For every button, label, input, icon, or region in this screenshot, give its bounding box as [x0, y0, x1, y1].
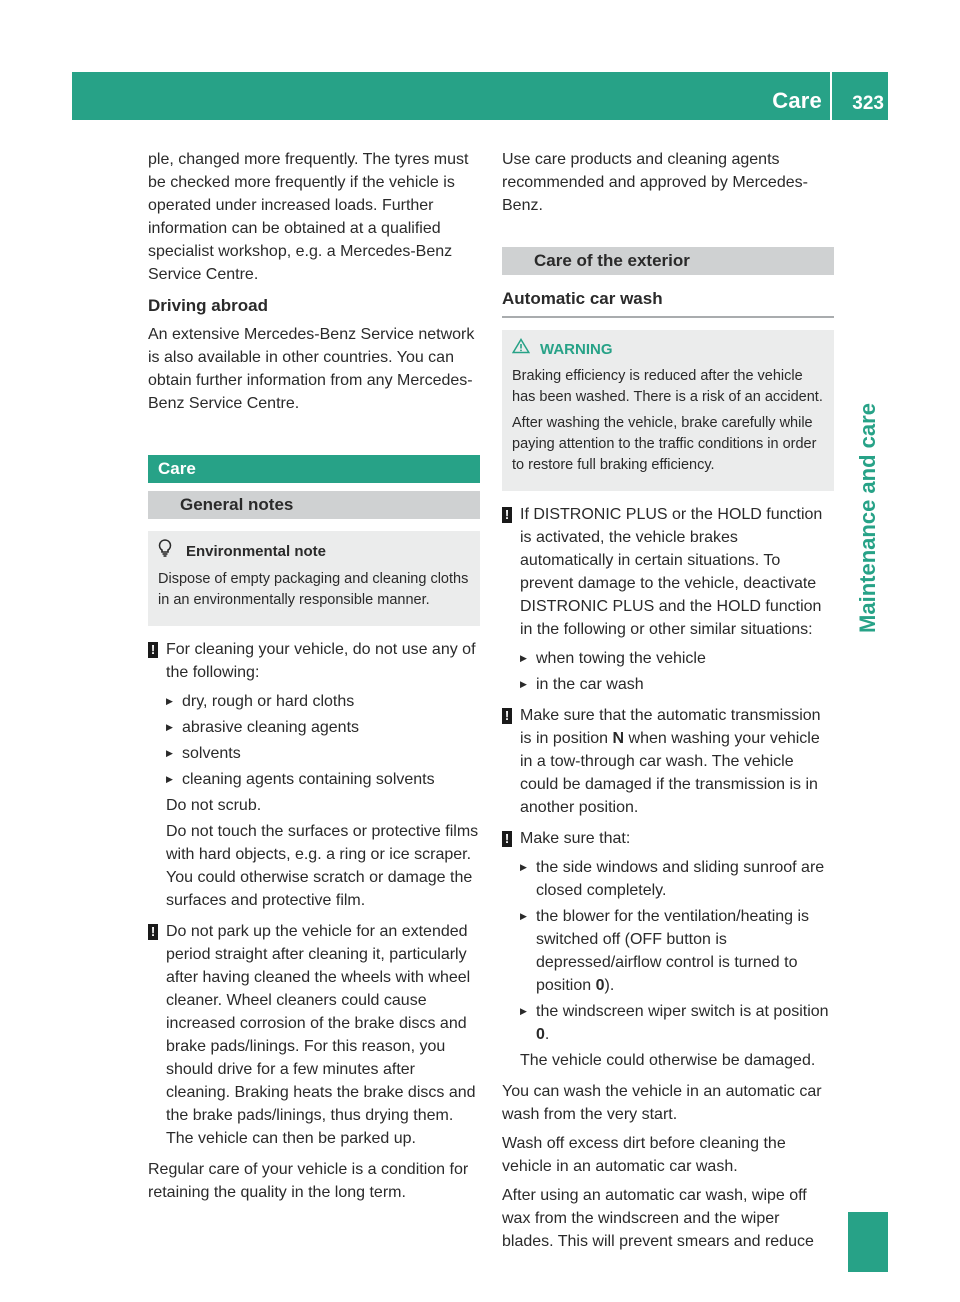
caution-transmission-text-end: when washing your vehicle in a tow-through car wash. The vehicle could be damaged if the transmission is in another position.: [520, 730, 820, 816]
list-item: ▶ the side windows and sliding sunroof are closed completely.: [502, 856, 834, 902]
page-header: [72, 72, 888, 120]
right-intro: Use care products and cleaning agents recommended and approved by Mercedes-Benz.: [502, 151, 808, 214]
caution-distronic-text: If DISTRONIC PLUS or the HOLD function is activated, the vehicle brakes automatically in certain situations. To prevent damage to the vehicle, deactivate DISTRONIC PLUS and the HOLD function in the following or other similar situations:: [520, 506, 823, 638]
right-column: [502, 148, 834, 1259]
caution-icon: !: [148, 642, 158, 658]
list-item: ▶ abrasive cleaning agents: [148, 716, 480, 739]
car-wash-paragraph-3: After using an automatic car wash, wipe off wax from the windscreen and the wiper blades. This will prevent smears and reduce: [502, 1187, 814, 1250]
list-item: ▶ cleaning agents containing solvents: [148, 768, 480, 791]
warning-box: [502, 330, 834, 491]
caution-make-sure: [502, 827, 834, 850]
general-notes-band: General notes: [148, 491, 480, 519]
caution-icon: !: [502, 507, 512, 523]
list-item: ▶ when towing the vehicle: [502, 647, 834, 670]
section-title: Care: [772, 88, 822, 113]
list-item: ▶ the windscreen wiper switch is at position 0.: [502, 1000, 834, 1046]
list-item: ▶ solvents: [148, 742, 480, 765]
caution-transmission: [502, 704, 834, 819]
exterior-care-band: Care of the exterior: [502, 247, 834, 275]
gear-position: N: [612, 730, 625, 747]
environmental-note-title: Environmental note: [186, 542, 327, 560]
intro-paragraph: ple, changed more frequently. The tyres must be checked more frequently if the vehicle is operated under increased loads. Further information can be obtained at a qualified specialist workshop, e.g. a Mercedes-Benz Service Centre.: [148, 151, 469, 283]
caution-distronic: [502, 503, 834, 641]
closing-paragraph: Regular care of your vehicle is a condition for retaining the quality in the long term.: [148, 1161, 469, 1201]
caution-icon: !: [502, 708, 512, 724]
chapter-tab-label: Maintenance and care: [855, 403, 880, 633]
do-not-touch: Do not touch the surfaces or protective films with hard objects, e.g. a ring or ice scraper. You could otherwise scratch or damage the surfaces and protective film.: [166, 823, 479, 909]
driving-abroad-text: An extensive Mercedes-Benz Service network is also available in other countries. You can obtain further information from any Mercedes-Benz Service Centre.: [148, 326, 475, 412]
caution-icon: !: [502, 831, 512, 847]
do-not-scrub: Do not scrub.: [166, 797, 262, 814]
caution-cleaning: [148, 638, 480, 684]
list-item: ▶ the blower for the ventilation/heating is switched off (OFF button is depressed/airflow control is turned to position 0).: [502, 905, 834, 997]
chapter-marker: [848, 1212, 888, 1272]
list-item: ▶ in the car wash: [502, 673, 834, 696]
header-divider: [830, 72, 832, 120]
caution-transmission-text: Make sure that the automatic transmission is in position: [520, 707, 821, 747]
page-number: 323: [852, 93, 884, 114]
lightbulb-icon: [158, 539, 186, 563]
car-wash-paragraph-1: You can wash the vehicle in an automatic car wash from the very start.: [502, 1083, 822, 1123]
caution-parking: [148, 920, 480, 1150]
damage-note: The vehicle could otherwise be damaged.: [520, 1052, 816, 1069]
car-wash-paragraph-2: Wash off excess dirt before cleaning the vehicle in an automatic car wash.: [502, 1135, 786, 1175]
warning-title: WARNING: [540, 340, 613, 358]
warning-text-1: Braking efficiency is reduced after the vehicle has been washed. There is a risk of an accident.: [512, 368, 823, 405]
warning-triangle-icon: [512, 338, 540, 360]
care-section-band: Care: [148, 455, 480, 483]
environmental-note: [148, 531, 480, 626]
caution-cleaning-text: For cleaning your vehicle, do not use any of the following:: [166, 641, 476, 681]
caution-make-sure-text: Make sure that:: [520, 830, 631, 847]
list-item: ▶ dry, rough or hard cloths: [148, 690, 480, 713]
environmental-note-text: Dispose of empty packaging and cleaning cloths in an environmentally responsible manner.: [158, 571, 469, 608]
driving-abroad-heading: Driving abroad: [148, 296, 268, 315]
warning-text-2: After washing the vehicle, brake carefully while paying attention to the traffic conditions in order to restore full braking efficiency.: [512, 415, 817, 473]
chapter-tab: [848, 384, 888, 652]
caution-parking-text: Do not park up the vehicle for an extended period straight after cleaning it, particularly after having cleaned the wheels with wheel cleaner. Wheel cleaners could cause increased corrosion of the brake discs and brake pads/linings. For this reason, you should drive for a few minutes after cleaning. Braking heats the brake discs and the brake pads/linings, thus drying them. The vehicle can then be parked up.: [166, 923, 476, 1147]
car-wash-heading: Automatic car wash: [502, 287, 834, 318]
left-column: [148, 148, 480, 1212]
caution-icon: !: [148, 924, 158, 940]
